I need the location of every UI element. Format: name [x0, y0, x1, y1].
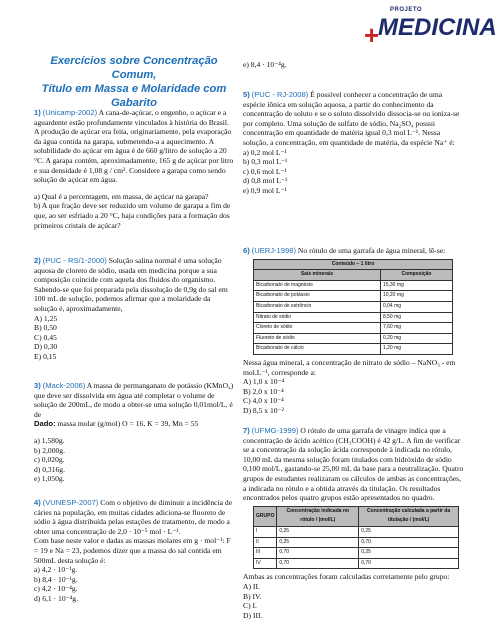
mineral-water-table — [253, 259, 453, 355]
option: A) II. — [243, 581, 260, 591]
question-7: 7) (UFMG-1999) O rótulo de uma garrafa de vinagre indica que a concentração de ácido acético (CH₃COOH) é 42 g/L. A fim de verificar se a concentração da solução ácida corresponde à indicada no rótulo, 10,00 mL da mesma solução foram titulados com hidróxido de sódio 0,100 mol/L, gastando-se 25,00 mL da base para a neutralização. Quatro grupos de estudantes realizaram os cálculos de ambas as concentrações, a indicada no rótulo e a obtida através da titulação. Os resultados encontrados pelos quatro grupos estão apresentados no quadro. GRUPO Concentração indicada no rótulo / (mol/L) Concentração calculada a partir da titulação / (mol/L) I 0,25 0,25 II 0,25 0,70 III 0,70 0,25 IV 0,70 0,70 Ambas as concentrações foram calculadas corretamente pelo grupo: A) II. B) IV. C) I. D) III. — [243, 426, 464, 620]
option: E) 0,15 — [34, 351, 57, 361]
option: C) 0,45 — [34, 332, 57, 342]
question-4-option-e: e) 8,4 · 10⁻⁴g. — [243, 60, 287, 69]
table-row: I 0,25 0,25 — [254, 526, 459, 537]
question-2: 2) (PUC - RS/1-2000) Solução salina normal é uma solução aquosa de cloreto de sódio, usada em medicina porque a sua composição coincide com aquela dos fluidos do organismo. Sabendo-se que foi preparada pela dissolução de 0,9g do sal em 100 mL de solução, podemos afirmar que a molaridade da solução é, aproximadamente, A) 1,25 B) 0,50 C) 0,45 D) 0,30 E) 0,15 — [34, 256, 234, 362]
table-header: GRUPO — [254, 506, 277, 526]
option: a) 4,2 · 10⁻¹g. — [34, 565, 78, 575]
option: d) 0,316g. — [34, 464, 66, 474]
table-title: Conteúdo – 1 litro — [254, 259, 453, 270]
table-row: II 0,25 0,70 — [254, 537, 459, 548]
option: d) 0,8 mol L⁻¹ — [243, 176, 288, 186]
question-3: 3) (Mack-2006) A massa de permanganato de potássio (KMnO₄) que deve ser dissolvida em água até completar o volume de solução de 200mL, de modo a obter-se uma solução 0,01mol/L, é de Dado: massa molar (g/mol) O = 16, K = 39, Mn = 55 a) 1,580g. b) 2,000g. c) 0,020g. d) 0,316g. e) 1,050g. — [34, 381, 234, 484]
option: d) 6,1 · 10⁻⁴g. — [34, 593, 78, 603]
option: c) 0,6 mol L⁻¹ — [243, 166, 287, 176]
logo-small-text: PROJETO — [390, 7, 423, 13]
option: D) 8,5 x 10⁻² — [243, 405, 284, 415]
table-row: Bicarbonato de magnésio 15,30 mg — [254, 280, 453, 291]
table-header: Sais minerais — [254, 270, 381, 281]
option: A) 1,25 — [34, 313, 58, 323]
option: e) 0,9 mol L⁻¹ — [243, 185, 287, 195]
medical-cross-icon: + — [364, 20, 380, 50]
option: c) 4,2 · 10⁻⁴g. — [34, 584, 78, 594]
table-row: Bicarbonato de potássio 10,20 mg — [254, 291, 453, 302]
table-header: Composição — [380, 270, 452, 281]
option: A) 1,0 x 10⁻⁴ — [243, 377, 285, 387]
table-row: Nitrato de sódio 8,50 mg — [254, 312, 453, 323]
question-1: 1) (Unicamp-2002) A cana-de-açúcar, o engenho, o açúcar e a aguardente estão profundamente vinculados à história do Brasil. A produção de açúcar era feita, originariamente, pela evaporação da água contida na garapa, submetendo-a a aquecimento. A solubilidade do açúcar em água é de 660 g/litro de solução a 20 °C. A garapa contém, aproximadamente, 165 g de açúcar por litro e sua densidade é 1,08 g / cm³. Considere a garapa como sendo solução de açúcar em água. a) Qual é a percentagem, em massa, de açúcar na garapa? b) A que fração deve ser reduzido um volume de garapa a fim de que, ao ser esfriado a 20 °C, haja condições para a formação dos primeiros cristais de açúcar? — [34, 108, 234, 230]
table-row: Bicarbonato de estrôncio 0,04 mg — [254, 301, 453, 312]
table-row: III 0,70 0,25 — [254, 548, 459, 559]
option: B) 2,0 x 10⁻⁴ — [243, 386, 284, 396]
logo-big-text: MEDICINA — [378, 14, 497, 41]
question-5: 5) (PUC - RJ-2008) É possível conhecer a concentração de uma espécie iônica em solução aquosa, a partir do conhecimento da concentração de soluto e se o soluto dissolvido dissocia-se ou ioniza-se por completo. Uma solução de sulfato de sódio, Na₂SO₄ possui concentração em quantidade de matéria igual 0,3 mol L⁻¹. Nessa solução, a concentração, em quantidade de matéria, da espécie Na⁺ é: a) 0,2 mol L⁻¹ b) 0,3 mol L⁻¹ c) 0,6 mol L⁻¹ d) 0,8 mol L⁻¹ e) 0,9 mol L⁻¹ — [243, 90, 465, 196]
option: B) 0,50 — [34, 323, 57, 333]
table-row: Cloreto de sódio 7,60 mg — [254, 323, 453, 334]
option: D) 0,30 — [34, 342, 58, 352]
table-header: Concentração indicada no rótulo / (mol/L) — [277, 506, 359, 526]
option: C) 4,0 x 10⁻⁴ — [243, 396, 284, 406]
option: a) 1,580g. — [34, 435, 65, 445]
page-title: Exercícios sobre Concentração Comum, Título em Massa e Molaridade com Gabarito — [41, 55, 227, 109]
option: c) 0,020g. — [34, 455, 65, 465]
option: b) 0,3 mol L⁻¹ — [243, 157, 288, 167]
option: e) 1,050g. — [34, 474, 65, 484]
table-row: IV 0,70 0,70 — [254, 558, 459, 569]
question-6: 6) (UERJ-1998) No rótulo de uma garrafa de água mineral, lê-se: Conteúdo – 1 litro Sais minerais Composição Bicarbonato de magnésio 15,30 mg Bicarbonato de potássio 10,20 mg Bicarbonato de estrôncio 0,04 mg Nitrato de sódio 8,50 mg Cloreto de sódio 7,60 mg Fluoreto de sódio 0,20 mg Bicarbonato de cálcio 1,20 mg Nessa água mineral, a concentração de nitrato de sódio – NaNO₃ - em mol.L⁻¹, corresponde a: A) 1,0 x 10⁻⁴ B) 2,0 x 10⁻⁴ C) 4,0 x 10⁻⁴ D) 8,5 x 10⁻² — [243, 246, 465, 416]
titration-table — [253, 506, 459, 570]
option: a) 0,2 mol L⁻¹ — [243, 147, 287, 157]
option: b) 8,4 · 10⁻¹g. — [34, 574, 78, 584]
question-4: 4) (VUNESP-2007) Com o objetivo de diminuir a incidência de cáries na população, em muitas cidades adiciona-se fluoreto de sódio à água distribuída pelas estações de tratamento, de modo a obter uma concentração de 2,0 · 10⁻⁵ mol · L⁻¹. Com base neste valor e dadas as massas molares em g · mol⁻¹: F = 19 e Na = 23, podemos dizer que a massa do sal contida em 500mL desta solução é: a) 4,2 · 10⁻¹g. b) 8,4 · 10⁻¹g. c) 4,2 · 10⁻⁴g. d) 6,1 · 10⁻⁴g. — [34, 498, 233, 603]
option: D) III. — [243, 610, 263, 620]
table-row: Fluoreto de sódio 0,20 mg — [254, 333, 453, 344]
projeto-medicina-logo — [352, 6, 497, 56]
option: C) I. — [243, 601, 257, 611]
option: b) 2,000g. — [34, 445, 66, 455]
table-header: Concentração calculada a partir da titulação / (mol/L) — [359, 506, 459, 526]
option: B) IV. — [243, 591, 262, 601]
table-row: Bicarbonato de cálcio 1,20 mg — [254, 344, 453, 355]
